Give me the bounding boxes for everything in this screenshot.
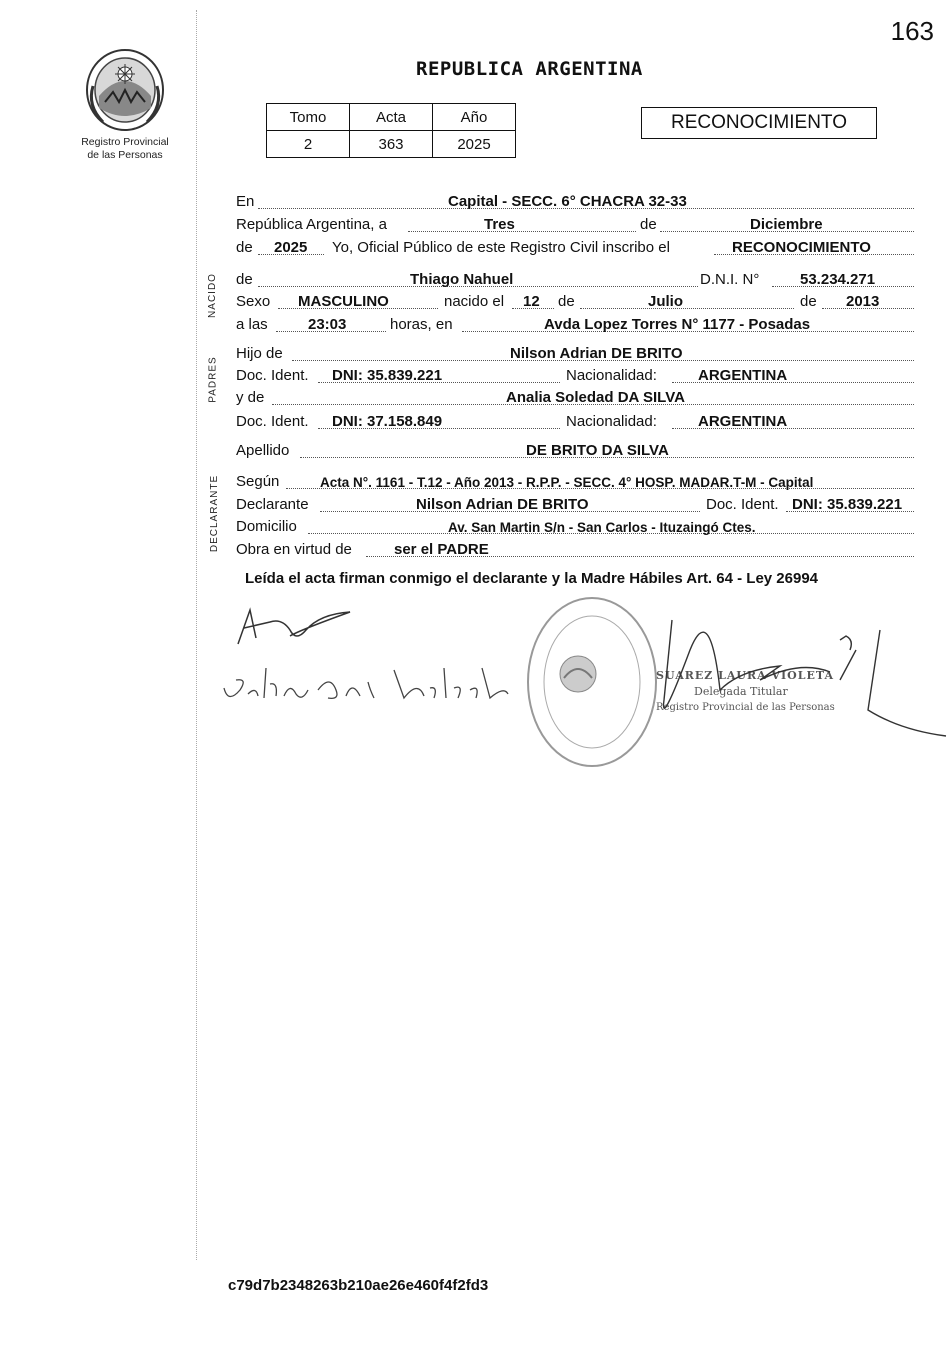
record-line-domicilio [236, 515, 914, 537]
side-label-padres: PADRES [207, 356, 219, 403]
record-line-hora [236, 313, 914, 335]
official-seal [522, 590, 662, 770]
anio-header: Año [433, 104, 516, 131]
signature-official [650, 610, 948, 750]
anio-inscripcion-value: 2025 [274, 239, 308, 256]
segun-value: Acta N°. 1161 - T.12 - Año 2013 - R.P.P. - SECC. 4° HOSP. MADAR.T-M - Capital [320, 475, 814, 490]
hora-value: 23:03 [308, 316, 347, 333]
emblem-caption-line1: Registro Provincial [81, 136, 169, 148]
act-type-box: RECONOCIMIENTO [641, 107, 877, 139]
dni-label: D.N.I. N° [700, 271, 760, 288]
de3-label: de [558, 293, 575, 310]
record-line-doc-madre [236, 410, 914, 432]
doc-padre-value: DNI: 35.839.221 [332, 367, 443, 384]
madre-value: Analia Soledad DA SILVA [506, 389, 685, 406]
de2-label: de [236, 239, 253, 256]
inscribo-label: Yo, Oficial Público de este Registro Civil inscribo el [332, 239, 670, 256]
signature-madre [218, 660, 528, 710]
record-line-fecha [236, 213, 914, 235]
record-line-padre [236, 342, 914, 364]
coat-of-arms-icon [83, 46, 167, 132]
republica-label: República Argentina, a [236, 216, 387, 233]
doc1-label: Doc. Ident. [236, 367, 309, 384]
padre-value: Nilson Adrian DE BRITO [510, 345, 683, 362]
segun-label: Según [236, 473, 280, 490]
record-line-nombre [236, 268, 914, 290]
document-title: REPUBLICA ARGENTINA [416, 58, 643, 80]
record-line-doc-padre [236, 364, 914, 386]
nacido-label: nacido el [444, 293, 505, 310]
de4-label: de [800, 293, 817, 310]
record-line-segun [236, 470, 914, 492]
tomo-acta-table [266, 103, 516, 158]
nac-padre-value: ARGENTINA [698, 367, 788, 384]
dia-value: Tres [484, 216, 515, 233]
official-name: SUAREZ LAURA VIOLETA [656, 669, 834, 682]
nac2-label: Nacionalidad: [566, 413, 657, 430]
record-line-en [236, 190, 914, 212]
horas-label: horas, en [390, 316, 453, 333]
hijo-label: Hijo de [236, 345, 283, 362]
side-label-declarante: DECLARANTE [209, 474, 221, 553]
doc-declarante-value: DNI: 35.839.221 [792, 496, 903, 513]
tomo-header: Tomo [267, 104, 350, 131]
anio-value: 2025 [433, 131, 516, 158]
inscribo-value: RECONOCIMIENTO [732, 239, 871, 256]
provincial-emblem [78, 46, 172, 162]
emblem-caption-line2: de las Personas [87, 149, 163, 161]
nombre-label: de [236, 271, 253, 288]
official-office: Registro Provincial de las Personas [656, 702, 835, 713]
record-line-apellido [236, 439, 914, 461]
declarante-value: Nilson Adrian DE BRITO [416, 496, 589, 513]
hora-label: a las [236, 316, 268, 333]
lugar-value: Avda Lopez Torres N° 1177 - Posadas [544, 316, 811, 333]
apellido-value: DE BRITO DA SILVA [526, 442, 669, 459]
nac-dia-value: 12 [523, 293, 540, 310]
tomo-value: 2 [267, 131, 350, 158]
nac-mes-value: Julio [648, 293, 684, 310]
doc3-label: Doc. Ident. [706, 496, 779, 513]
domicilio-label: Domicilio [236, 518, 297, 535]
record-line-obra [236, 538, 914, 560]
doc2-label: Doc. Ident. [236, 413, 309, 430]
de-label: de [640, 216, 657, 233]
side-label-nacido: NACIDO [206, 273, 218, 318]
obra-label: Obra en virtud de [236, 541, 352, 558]
declarante-label: Declarante [236, 496, 309, 513]
nac1-label: Nacionalidad: [566, 367, 657, 384]
apellido-label: Apellido [236, 442, 290, 459]
en-label: En [236, 193, 255, 210]
sexo-label: Sexo [236, 293, 271, 310]
en-value: Capital - SECC. 6° CHACRA 32-33 [448, 193, 687, 210]
official-role: Delegada Titular [694, 685, 788, 698]
nombre-value: Thiago Nahuel [410, 271, 514, 288]
nac-anio-value: 2013 [846, 293, 880, 310]
closing-statement: Leída el acta firman conmigo el declarante y la Madre Hábiles Art. 64 - Ley 26994 [245, 570, 819, 587]
yde-label: y de [236, 389, 265, 406]
domicilio-value: Av. San Martin S/n - San Carlos - Ituzaingó Ctes. [448, 520, 756, 535]
doc-madre-value: DNI: 37.158.849 [332, 413, 443, 430]
acta-header: Acta [350, 104, 433, 131]
margin-line [196, 10, 197, 1260]
record-line-inscribo [236, 236, 914, 258]
nac-madre-value: ARGENTINA [698, 413, 788, 430]
document-hash: c79d7b2348263b210ae26e460f4f2fd3 [228, 1277, 489, 1294]
mes-value: Diciembre [750, 216, 823, 233]
record-line-madre [236, 386, 914, 408]
dni-value: 53.234.271 [800, 271, 876, 288]
record-line-declarante [236, 493, 914, 515]
record-line-sexo [236, 290, 914, 312]
obra-value: ser el PADRE [394, 541, 489, 558]
page-number: 163 [890, 16, 934, 46]
acta-value: 363 [350, 131, 433, 158]
sexo-value: MASCULINO [298, 293, 389, 310]
signature-declarante [230, 600, 380, 650]
